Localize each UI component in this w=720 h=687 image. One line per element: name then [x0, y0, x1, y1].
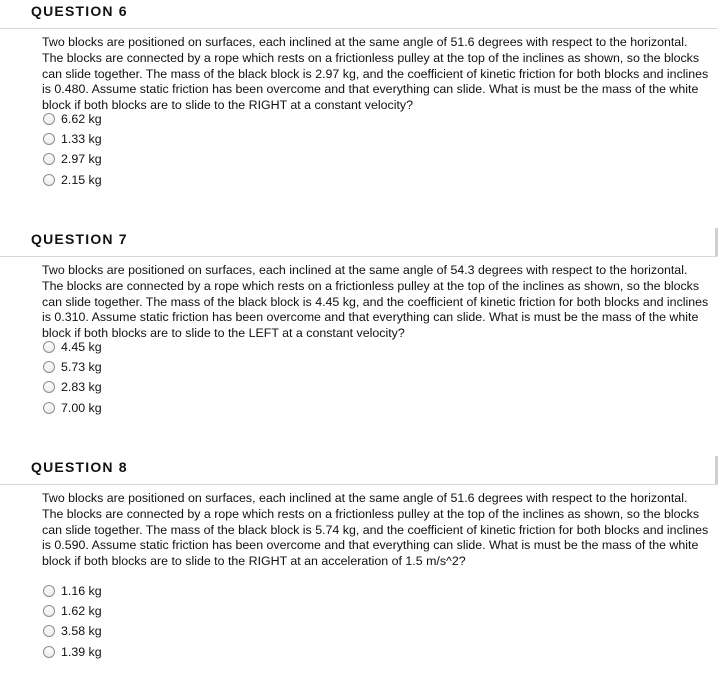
radio-button[interactable] [43, 113, 55, 125]
answer-option[interactable] [43, 377, 102, 397]
option-label: 2.83 kg [61, 380, 102, 395]
answer-option[interactable] [43, 337, 102, 357]
option-label: 6.62 kg [61, 112, 102, 127]
option-label: 1.39 kg [61, 644, 102, 659]
answer-option[interactable] [43, 581, 102, 601]
question-title: QUESTION 6 [31, 3, 128, 19]
radio-button[interactable] [43, 605, 55, 617]
radio-button[interactable] [43, 646, 55, 658]
radio-button[interactable] [43, 341, 55, 353]
option-label: 1.62 kg [61, 604, 102, 619]
radio-button[interactable] [43, 585, 55, 597]
answer-option[interactable] [43, 398, 102, 418]
answer-option[interactable] [43, 129, 102, 149]
answer-option[interactable] [43, 357, 102, 377]
question-text: Two blocks are positioned on surfaces, each inclined at the same angle of 54.3 degrees with respect to the horizontal. The blocks are connected by a rope which rests on a frictionless pulley at the top of the inclines as shown, so the blocks can slide together. The mass of the black block is 4.45 kg, and the coefficient of kinetic friction for both blocks and inclines is 0.310. Assume static friction has been overcome and that everything can slide. What is must be the mass of the white block if both blocks are to slide to the LEFT at a constant velocity? [42, 263, 709, 341]
answer-options [43, 109, 102, 190]
radio-button[interactable] [43, 361, 55, 373]
radio-button[interactable] [43, 625, 55, 637]
question-header [0, 228, 718, 257]
option-label: 2.15 kg [61, 172, 102, 187]
answer-options [43, 581, 102, 662]
question-title: QUESTION 7 [31, 231, 128, 247]
answer-options [43, 337, 102, 418]
answer-option[interactable] [43, 601, 102, 621]
option-label: 4.45 kg [61, 340, 102, 355]
option-label: 5.73 kg [61, 360, 102, 375]
answer-option[interactable] [43, 170, 102, 190]
radio-button[interactable] [43, 402, 55, 414]
radio-button[interactable] [43, 174, 55, 186]
option-label: 2.97 kg [61, 152, 102, 167]
question-text: Two blocks are positioned on surfaces, each inclined at the same angle of 51.6 degrees with respect to the horizontal. The blocks are connected by a rope which rests on a frictionless pulley at the top of the inclines as shown, so the blocks can slide together. The mass of the black block is 2.97 kg, and the coefficient of kinetic friction for both blocks and inclines is 0.480. Assume static friction has been overcome and that everything can slide. What is must be the mass of the white block if both blocks are to slide to the RIGHT at a constant velocity? [42, 35, 709, 113]
question-header [0, 0, 718, 29]
option-label: 1.16 kg [61, 584, 102, 599]
question-header [0, 456, 718, 485]
option-label: 1.33 kg [61, 132, 102, 147]
answer-option[interactable] [43, 149, 102, 169]
answer-option[interactable] [43, 621, 102, 641]
radio-button[interactable] [43, 133, 55, 145]
radio-button[interactable] [43, 381, 55, 393]
panel-edge [715, 456, 718, 484]
question-title: QUESTION 8 [31, 459, 128, 475]
option-label: 7.00 kg [61, 400, 102, 415]
question-text: Two blocks are positioned on surfaces, each inclined at the same angle of 51.6 degrees with respect to the horizontal. The blocks are connected by a rope which rests on a frictionless pulley at the top of the inclines as shown, so the blocks can slide together. The mass of the black block is 5.74 kg, and the coefficient of kinetic friction for both blocks and inclines is 0.590. Assume static friction has been overcome and that everything can slide. What is must be the mass of the white block if both blocks are to slide to the RIGHT at an acceleration of 1.5 m/s^2? [42, 491, 709, 569]
option-label: 3.58 kg [61, 624, 102, 639]
answer-option[interactable] [43, 642, 102, 662]
answer-option[interactable] [43, 109, 102, 129]
panel-edge [715, 228, 718, 256]
radio-button[interactable] [43, 153, 55, 165]
